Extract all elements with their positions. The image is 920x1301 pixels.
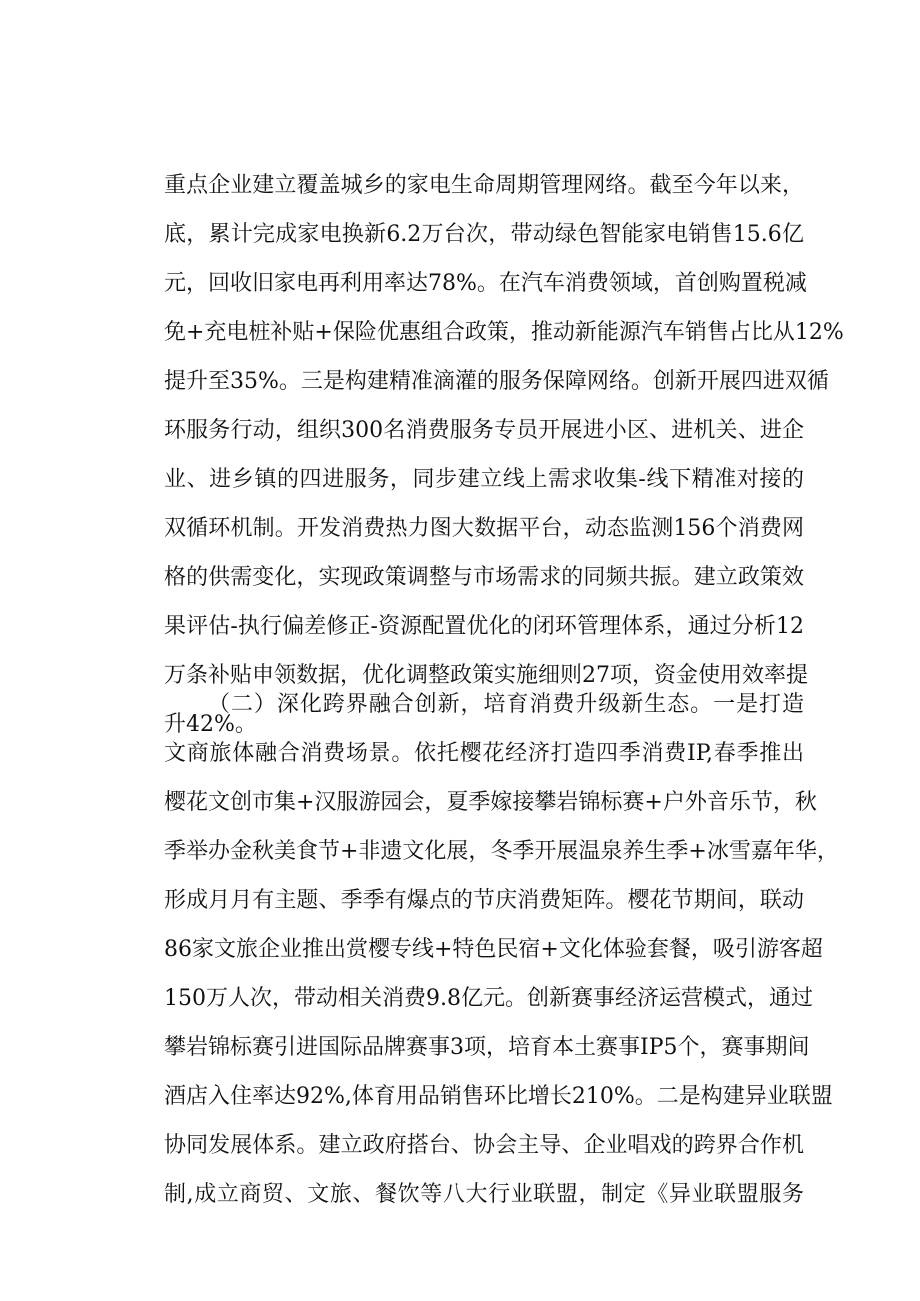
- text-line: 酒店入住率达92%,体育用品销售环比增长210%。二是构建异业联盟: [164, 1084, 833, 1109]
- text-line: 业、进乡镇的四进服务，同步建立线上需求收集-线下精准对接的: [164, 467, 804, 492]
- section-heading-line: （二）深化跨界融合创新，培育消费升级新生态。一是打造: [208, 692, 804, 717]
- text-line: 果评估-执行偏差修正-资源配置优化的闭环管理体系，通过分析12: [164, 614, 804, 639]
- text-line: 樱花文创市集+汉服游园会，夏季嫁接攀岩锦标赛+户外音乐节，秋: [164, 790, 817, 815]
- text-line: 文商旅体融合消费场景。依托樱花经济打造四季消费IP,春季推出: [164, 741, 804, 766]
- text-line: 升42%。: [164, 712, 257, 737]
- text-line: 底，累计完成家电换新6.2万台次，带动绿色智能家电销售15.6亿: [164, 222, 804, 247]
- text-line: 重点企业建立覆盖城乡的家电生命周期管理网络。截至今年以来，: [164, 173, 804, 198]
- text-line: 攀岩锦标赛引进国际品牌赛事3项，培育本土赛事IP5个，赛事期间: [164, 1035, 810, 1060]
- text-line: 86家文旅企业推出赏樱专线+特色民宿+文化体验套餐，吸引游客超: [164, 937, 823, 962]
- text-line: 形成月月有主题、季季有爆点的节庆消费矩阵。樱花节期间，联动: [164, 888, 804, 913]
- text-line: 季举办金秋美食节+非遗文化展，冬季开展温泉养生季+冰雪嘉年华，: [164, 839, 839, 864]
- text-line: 150万人次，带动相关消费9.8亿元。创新赛事经济运营模式，通过: [164, 986, 813, 1011]
- text-line: 格的供需变化，实现政策调整与市场需求的同频共振。建立政策效: [164, 565, 804, 590]
- paragraph-consumption-policy: [164, 161, 844, 749]
- text-line: 双循环机制。开发消费热力图大数据平台，动态监测156个消费网: [164, 516, 804, 541]
- text-line: 万条补贴申领数据，优化调整政策实施细则27项，资金使用效率提: [164, 663, 808, 688]
- text-line: 协同发展体系。建立政府搭台、协会主导、企业唱戏的跨界合作机: [164, 1133, 804, 1158]
- text-line: 环服务行动，组织300名消费服务专员开展进小区、进机关、进企: [164, 418, 804, 443]
- text-line: 元，回收旧家电再利用率达78%。在汽车消费领域，首创购置税减: [164, 271, 807, 296]
- text-line: 免+充电桩补贴+保险优惠组合政策，推动新能源汽车销售占比从12%: [164, 320, 844, 345]
- text-line: 提升至35%。三是构建精准滴灌的服务保障网络。创新开展四进双循: [164, 369, 829, 394]
- text-line: 制,成立商贸、文旅、餐饮等八大行业联盟，制定《异业联盟服务: [164, 1182, 804, 1207]
- paragraph-cross-industry-innovation: [164, 680, 839, 1219]
